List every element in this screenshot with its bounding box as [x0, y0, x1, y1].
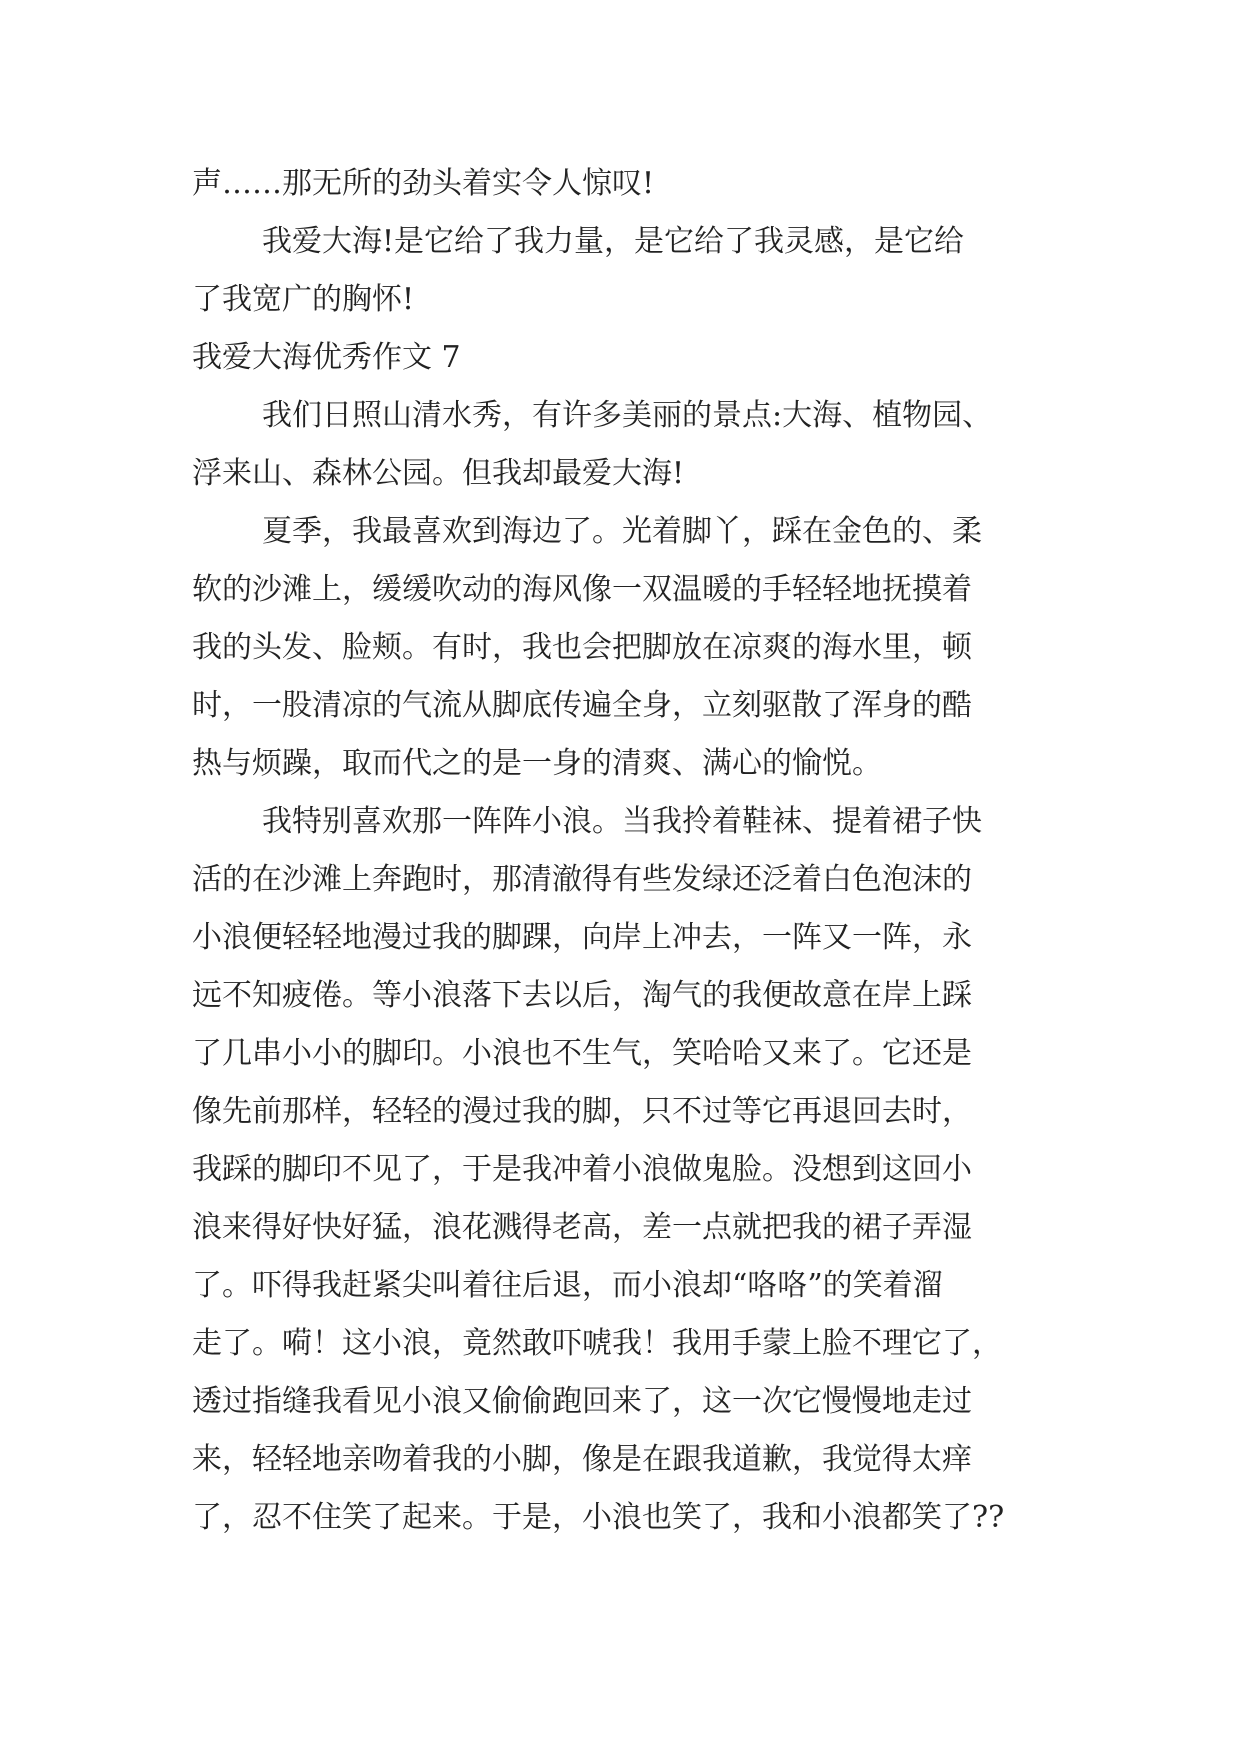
- text-line: 声……那无所的劲头着实令人惊叹!: [192, 166, 655, 201]
- text-line: 透过指缝我看见小浪又偷偷跑回来了，这一次它慢慢地走过: [192, 1384, 972, 1419]
- text-line: 我的头发、脸颊。有时，我也会把脚放在凉爽的海水里，顿: [192, 630, 972, 665]
- text-line: 走了。嗬！这小浪，竟然敢吓唬我！我用手蒙上脸不理它了，: [192, 1326, 1002, 1361]
- text-line: 了几串小小的脚印。小浪也不生气，笑哈哈又来了。它还是: [192, 1036, 972, 1071]
- text-line: 了。吓得我赶紧尖叫着往后退，而小浪却“咯咯”的笑着溜: [192, 1268, 943, 1303]
- document-body: [192, 155, 1062, 1547]
- text-line: 来，轻轻地亲吻着我的小脚，像是在跟我道歉，我觉得太痒: [192, 1442, 972, 1477]
- text-line: 了，忍不住笑了起来。于是，小浪也笑了，我和小浪都笑了??: [192, 1500, 1005, 1535]
- text-line: 远不知疲倦。等小浪落下去以后，淘气的我便故意在岸上踩: [192, 978, 972, 1013]
- text-line: 浮来山、森林公园。但我却最爱大海!: [192, 456, 685, 491]
- text-line: 小浪便轻轻地漫过我的脚踝，向岸上冲去，一阵又一阵，永: [192, 920, 972, 955]
- text-line: 浪来得好快好猛，浪花溅得老高，差一点就把我的裙子弄湿: [192, 1210, 972, 1245]
- paragraph-first-line: 我特别喜欢那一阵阵小浪。当我拎着鞋袜、提着裙子快: [262, 804, 982, 839]
- section-heading: 我爱大海优秀作文 7: [192, 340, 461, 375]
- paragraph-first-line: 我们日照山清水秀，有许多美丽的景点:大海、植物园、: [262, 398, 993, 433]
- text-line: 时，一股清凉的气流从脚底传遍全身，立刻驱散了浑身的酷: [192, 688, 972, 723]
- text-line: 了我宽广的胸怀!: [192, 282, 415, 317]
- text-line: 热与烦躁，取而代之的是一身的清爽、满心的愉悦。: [192, 746, 882, 781]
- text-line: 我踩的脚印不见了，于是我冲着小浪做鬼脸。没想到这回小: [192, 1152, 972, 1187]
- text-line: 软的沙滩上，缓缓吹动的海风像一双温暖的手轻轻地抚摸着: [192, 572, 972, 607]
- text-line: 像先前那样，轻轻的漫过我的脚，只不过等它再退回去时，: [192, 1094, 972, 1129]
- paragraph-first-line: 我爱大海!是它给了我力量，是它给了我灵感，是它给: [262, 224, 965, 259]
- paragraph-first-line: 夏季，我最喜欢到海边了。光着脚丫，踩在金色的、柔: [262, 514, 982, 549]
- text-line: 活的在沙滩上奔跑时，那清澈得有些发绿还泛着白色泡沫的: [192, 862, 972, 897]
